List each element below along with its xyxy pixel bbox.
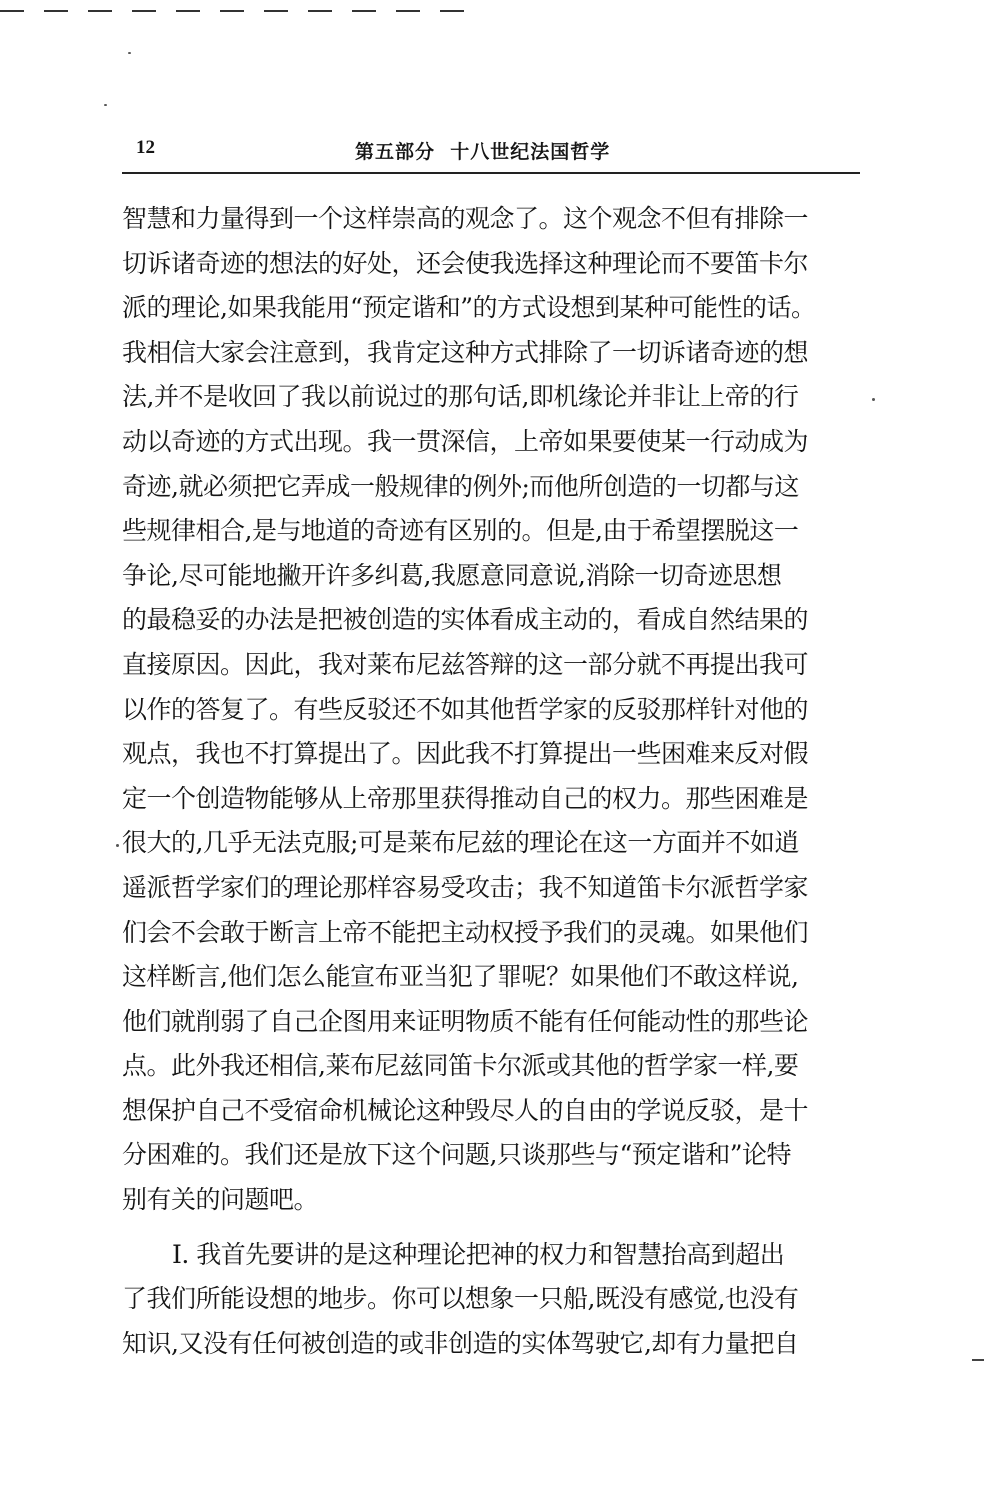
- text-line: 这样断言,他们怎么能宣布亚当犯了罪呢？如果他们不敢这样说,: [122, 962, 799, 992]
- header-rule: [122, 172, 860, 174]
- text-line: 他们就削弱了自己企图用来证明物质不能有任何能动性的那些论: [122, 1006, 809, 1036]
- text-line: 定一个创造物能够从上帝那里获得推动自己的权力。那些困难是: [122, 783, 809, 813]
- paragraph-first-line: I. 我首先要讲的是这种理论把神的权力和智慧抬高到超出: [172, 1239, 785, 1269]
- text-line: 很大的,几乎无法克服;可是莱布尼兹的理论在这一方面并不如逍: [122, 828, 799, 858]
- text-line: 别有关的问题吧。: [122, 1185, 319, 1215]
- text-line: 点。此外我还相信,莱布尼兹同笛卡尔派或其他的哲学家一样,要: [122, 1051, 799, 1081]
- text-line: 争论,尽可能地撇开许多纠葛,我愿意同意说,消除一切奇迹思想: [122, 560, 782, 590]
- text-line: 分困难的。我们还是放下这个问题,只谈那些与“预定谐和”论特: [122, 1140, 792, 1170]
- text-line: 遥派哲学家们的理论那样容易受攻击；我不知道笛卡尔派哲学家: [122, 872, 809, 902]
- page-number: 12: [136, 137, 155, 158]
- text-line: 智慧和力量得到一个这样崇高的观念了。这个观念不但有排除一: [122, 204, 809, 233]
- text-line: 以作的答复了。有些反驳还不如其他哲学家的反驳那样针对他的: [122, 694, 809, 724]
- text-line: 切诉诸奇迹的想法的好处，还会使我选择这种理论而不要笛卡尔: [122, 248, 809, 278]
- text-line: 我相信大家会注意到，我肯定这种方式排除了一切诉诸奇迹的想: [122, 337, 809, 367]
- scan-speck: [104, 104, 107, 106]
- text-line: 观点，我也不打算提出了。因此我不打算提出一些困难来反对假: [122, 739, 809, 769]
- text-line: 派的理论,如果我能用“预定谐和”的方式设想到某种可能性的话。: [122, 293, 816, 323]
- scan-speck: [128, 52, 131, 54]
- text-line: 想保护自己不受宿命机械论这种毁尽人的自由的学说反驳，是十: [122, 1095, 809, 1125]
- text-line: 法,并不是收回了我以前说过的那句话,即机缘论并非让上帝的行: [122, 382, 799, 412]
- scan-speck: [116, 844, 119, 847]
- text-line: 的最稳妥的办法是把被创造的实体看成主动的，看成自然结果的: [122, 605, 809, 635]
- top-edge-dashes: [0, 10, 480, 12]
- margin-mark: [972, 1359, 984, 1361]
- text-line: 直接原因。因此，我对莱布尼兹答辩的这一部分就不再提出我可: [122, 649, 809, 679]
- text-line: 动以奇迹的方式出现。我一贯深信，上帝如果要使某一行动成为: [122, 426, 809, 456]
- text-line: 了我们所能设想的地步。你可以想象一只船,既没有感觉,也没有: [122, 1284, 799, 1314]
- text-line: 知识,又没有任何被创造的或非创造的实体驾驶它,却有力量把自: [122, 1328, 799, 1358]
- text-body: [122, 197, 882, 1366]
- running-head-title: 第五部分 十八世纪法国哲学: [355, 141, 611, 163]
- text-line: 们会不会敢于断言上帝不能把主动权授予我们的灵魂。如果他们: [122, 917, 809, 947]
- text-line: 奇迹,就必须把它弄成一般规律的例外;而他所创造的一切都与这: [122, 471, 799, 501]
- text-line: 些规律相合,是与地道的奇迹有区别的。但是,由于希望摆脱这一: [122, 516, 799, 546]
